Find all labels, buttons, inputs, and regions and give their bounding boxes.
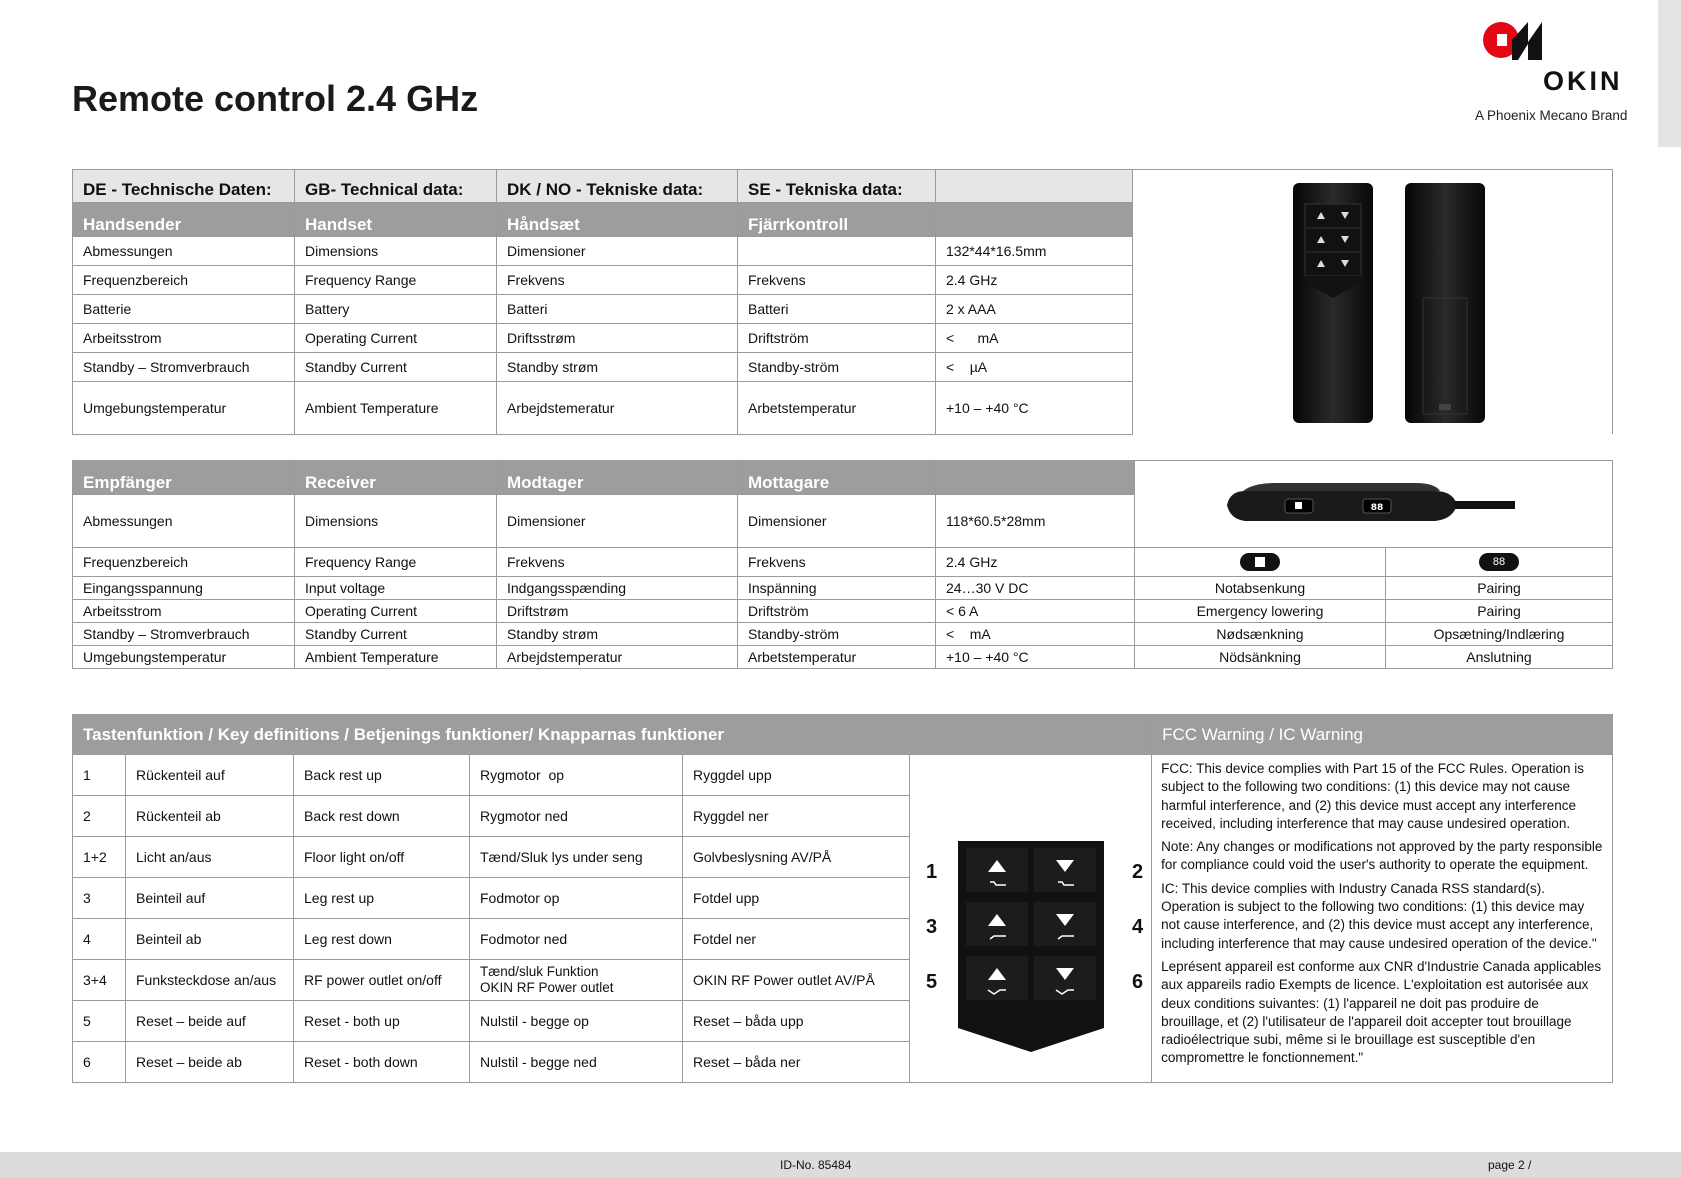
keypad-label-6: 6 — [1132, 970, 1144, 993]
table-cell: Arbejdstemeratur — [497, 382, 738, 434]
table-cell: Fodmotor op — [470, 878, 683, 919]
table-cell: Emergency lowering — [1135, 600, 1386, 623]
table-cell: OKIN RF Power outlet AV/PÅ — [683, 960, 910, 1001]
key-definitions-header: Tastenfunktion / Key definitions / Betjenings funktioner/ Knapparnas funktioner — [73, 715, 1152, 755]
table-cell: Frequenzbereich — [73, 548, 295, 577]
table-cell: < µA — [936, 353, 1133, 382]
table-cell: Ryggdel upp — [683, 755, 910, 796]
table-cell: Umgebungstemperatur — [73, 646, 295, 669]
table-cell: 132*44*16.5mm — [936, 237, 1133, 266]
table-cell: Back rest up — [294, 755, 470, 796]
table-cell: Standby-ström — [738, 623, 936, 646]
table-cell: Standby Current — [295, 353, 497, 382]
keypad-image-cell — [910, 755, 1152, 1083]
table-cell: 2.4 GHz — [936, 548, 1135, 577]
document-id: ID-No. 85484 — [780, 1158, 852, 1172]
table-cell: Indgangsspænding — [497, 577, 738, 600]
handset-table — [72, 169, 1613, 435]
table-cell: Standby-ström — [738, 353, 936, 382]
table-cell: 3 — [73, 878, 126, 919]
handset-header-de: DE - Technische Daten: — [73, 170, 295, 203]
table-cell: Reset – båda upp — [683, 1001, 910, 1042]
receiver-subheader-se: Mottagare — [738, 461, 936, 495]
handset-header-se: SE - Tekniska data: — [738, 170, 936, 203]
table-cell: 5 — [73, 1001, 126, 1042]
keypad-label-4: 4 — [1132, 915, 1144, 938]
table-cell: < mA — [936, 324, 1133, 353]
table-cell: Input voltage — [295, 577, 497, 600]
table-cell: 24…30 V DC — [936, 577, 1135, 600]
table-cell: Driftsstrøm — [497, 324, 738, 353]
pairing-icon: 88 — [1479, 553, 1519, 571]
table-cell: Reset – båda ner — [683, 1042, 910, 1083]
table-cell: Reset – beide auf — [126, 1001, 294, 1042]
handset-subheader-de: Handsender — [73, 203, 295, 237]
emergency-button-cell — [1135, 548, 1386, 577]
table-cell: Eingangsspannung — [73, 577, 295, 600]
table-cell: Frekvens — [497, 548, 738, 577]
table-cell: Frekvens — [497, 266, 738, 295]
keypad-label-2: 2 — [1132, 860, 1144, 883]
keypad-diagram — [910, 756, 1152, 1082]
table-cell: 118*60.5*28mm — [936, 494, 1135, 547]
table-cell: Dimensions — [295, 237, 497, 266]
table-cell: Dimensioner — [738, 494, 936, 547]
table-cell: Arbeitsstrom — [73, 324, 295, 353]
table-cell: Reset - both up — [294, 1001, 470, 1042]
table-cell: Frekvens — [738, 266, 936, 295]
receiver-subheader-de: Empfänger — [73, 461, 295, 495]
table-cell: Reset – beide ab — [126, 1042, 294, 1083]
table-cell: Leg rest down — [294, 919, 470, 960]
table-cell: < mA — [936, 623, 1135, 646]
page-footer — [0, 1152, 1681, 1177]
table-cell: Ryggdel ner — [683, 796, 910, 837]
table-cell: Umgebungstemperatur — [73, 382, 295, 434]
table-cell: Anslutning — [1386, 646, 1613, 669]
table-cell: Tænd/Sluk lys under seng — [470, 837, 683, 878]
fcc-paragraph: Leprésent appareil est conforme aux CNR d'Industrie Canada applicables aux appareils radio Exempts de licence. L'exploitation est autorisée aux deux conditions suivantes: (1) l'appareil ne doit pas produire de brouillage, et (2) l'utilisateur de l'appareil doit accepter tout brouillage radioélectrique subi, même si le brouillage est susceptible d'en compromettre le fonctionnement." — [1161, 958, 1602, 1066]
table-cell: Abmessungen — [73, 494, 295, 547]
table-cell: +10 – +40 °C — [936, 646, 1135, 669]
table-cell: Arbejdstemperatur — [497, 646, 738, 669]
handset-subheader-dk: Håndsæt — [497, 203, 738, 237]
page-number: page 2 / — [1488, 1158, 1532, 1172]
handset-product-icon — [1133, 170, 1613, 434]
table-cell: Nulstil - begge ned — [470, 1042, 683, 1083]
table-cell: Opsætning/Indlæring — [1386, 623, 1613, 646]
table-cell: Arbeitsstrom — [73, 600, 295, 623]
table-cell: Standby – Stromverbrauch — [73, 353, 295, 382]
table-cell: Nödsänkning — [1135, 646, 1386, 669]
receiver-subheader-dk: Modtager — [497, 461, 738, 495]
table-cell: Notabsenkung — [1135, 577, 1386, 600]
table-cell: Rygmotor ned — [470, 796, 683, 837]
table-cell: Back rest down — [294, 796, 470, 837]
table-cell: RF power outlet on/off — [294, 960, 470, 1001]
stop-square-icon — [1240, 553, 1280, 571]
fcc-warning-text — [1152, 755, 1613, 1083]
fcc-paragraph: FCC: This device complies with Part 15 of the FCC Rules. Operation is subject to the following two conditions: (1) this device may not cause harmful interference, and (2) this device must accept any interference received, including interference that may cause undesired operation. — [1161, 761, 1584, 831]
table-cell: 6 — [73, 1042, 126, 1083]
table-cell: Arbetstemperatur — [738, 646, 936, 669]
key-definitions-table — [72, 714, 1613, 1083]
brand-name: OKIN — [1543, 66, 1623, 96]
table-cell: 2 x AAA — [936, 295, 1133, 324]
handset-subheader-gb: Handset — [295, 203, 497, 237]
table-cell: +10 – +40 °C — [936, 382, 1133, 434]
fcc-paragraph: IC: This device complies with Industry Canada RSS standard(s). Operation is subject to the following two conditions: (1) this device may not cause interference, and (2) this device must accept any interference, including interference that may cause undesired operation of the device." — [1161, 880, 1597, 951]
table-cell: 1 — [73, 755, 126, 796]
table-cell: 1+2 — [73, 837, 126, 878]
receiver-subheader-gb: Receiver — [295, 461, 497, 495]
table-cell: Fotdel ner — [683, 919, 910, 960]
receiver-table — [72, 460, 1613, 669]
keypad-label-1: 1 — [926, 860, 938, 883]
table-cell: Standby Current — [295, 623, 497, 646]
fcc-header: FCC Warning / IC Warning — [1152, 715, 1613, 755]
table-cell: Dimensioner — [497, 237, 738, 266]
table-cell: Rygmotor op — [470, 755, 683, 796]
table-cell: Dimensions — [295, 494, 497, 547]
table-cell: Frequency Range — [295, 548, 497, 577]
table-cell: Nulstil - begge op — [470, 1001, 683, 1042]
receiver-product-icon — [1135, 461, 1613, 547]
table-cell: Batteri — [738, 295, 936, 324]
scrollbar[interactable] — [1658, 0, 1681, 147]
table-cell: Tænd/sluk Funktion OKIN RF Power outlet — [470, 960, 683, 1001]
svg-text:88: 88 — [1370, 503, 1384, 513]
table-cell: Dimensioner — [497, 494, 738, 547]
table-cell: Driftstrøm — [497, 600, 738, 623]
table-cell: Ambient Temperature — [295, 382, 497, 434]
table-cell: Standby strøm — [497, 623, 738, 646]
table-cell: Beinteil ab — [126, 919, 294, 960]
table-cell: Frekvens — [738, 548, 936, 577]
table-cell: Floor light on/off — [294, 837, 470, 878]
keypad-label-5: 5 — [926, 970, 938, 993]
table-cell: 4 — [73, 919, 126, 960]
table-cell: Beinteil auf — [126, 878, 294, 919]
table-cell: Inspänning — [738, 577, 936, 600]
table-cell — [738, 237, 936, 266]
table-cell: 3+4 — [73, 960, 126, 1001]
table-cell: Arbetstemperatur — [738, 382, 936, 434]
table-cell: Leg rest up — [294, 878, 470, 919]
table-cell: Battery — [295, 295, 497, 324]
table-cell: Funksteckdose an/aus — [126, 960, 294, 1001]
table-cell: Operating Current — [295, 600, 497, 623]
keypad-label-3: 3 — [926, 915, 938, 938]
table-cell: Standby strøm — [497, 353, 738, 382]
table-cell: Nødsænkning — [1135, 623, 1386, 646]
table-cell: Ambient Temperature — [295, 646, 497, 669]
table-cell: Batteri — [497, 295, 738, 324]
table-cell: Fotdel upp — [683, 878, 910, 919]
table-cell: Pairing — [1386, 600, 1613, 623]
table-cell: Pairing — [1386, 577, 1613, 600]
table-cell: Fodmotor ned — [470, 919, 683, 960]
handset-header-gb: GB- Technical data: — [295, 170, 497, 203]
table-cell: Driftström — [738, 600, 936, 623]
table-cell: Frequenzbereich — [73, 266, 295, 295]
table-cell: < 6 A — [936, 600, 1135, 623]
page-title: Remote control 2.4 GHz — [72, 78, 479, 119]
table-cell: Frequency Range — [295, 266, 497, 295]
brand-tagline: A Phoenix Mecano Brand — [1475, 108, 1628, 123]
pairing-button-cell — [1386, 548, 1613, 577]
handset-image-cell — [1133, 170, 1613, 435]
table-cell: Reset - both down — [294, 1042, 470, 1083]
table-cell: Rückenteil ab — [126, 796, 294, 837]
table-cell: Licht an/aus — [126, 837, 294, 878]
receiver-image-cell — [1135, 461, 1613, 548]
table-cell: Driftström — [738, 324, 936, 353]
table-cell: Rückenteil auf — [126, 755, 294, 796]
table-cell: Abmessungen — [73, 237, 295, 266]
handset-header-dk: DK / NO - Tekniske data: — [497, 170, 738, 203]
handset-subheader-se: Fjärrkontroll — [738, 203, 936, 237]
table-cell: Golvbeslysning AV/PÅ — [683, 837, 910, 878]
table-cell: Batterie — [73, 295, 295, 324]
fcc-paragraph: Note: Any changes or modifications not approved by the party responsible for compliance could void the user's authority to operate the equipment. — [1161, 839, 1603, 873]
table-cell: 2.4 GHz — [936, 266, 1133, 295]
table-cell: Operating Current — [295, 324, 497, 353]
table-cell: 2 — [73, 796, 126, 837]
table-cell: Standby – Stromverbrauch — [73, 623, 295, 646]
